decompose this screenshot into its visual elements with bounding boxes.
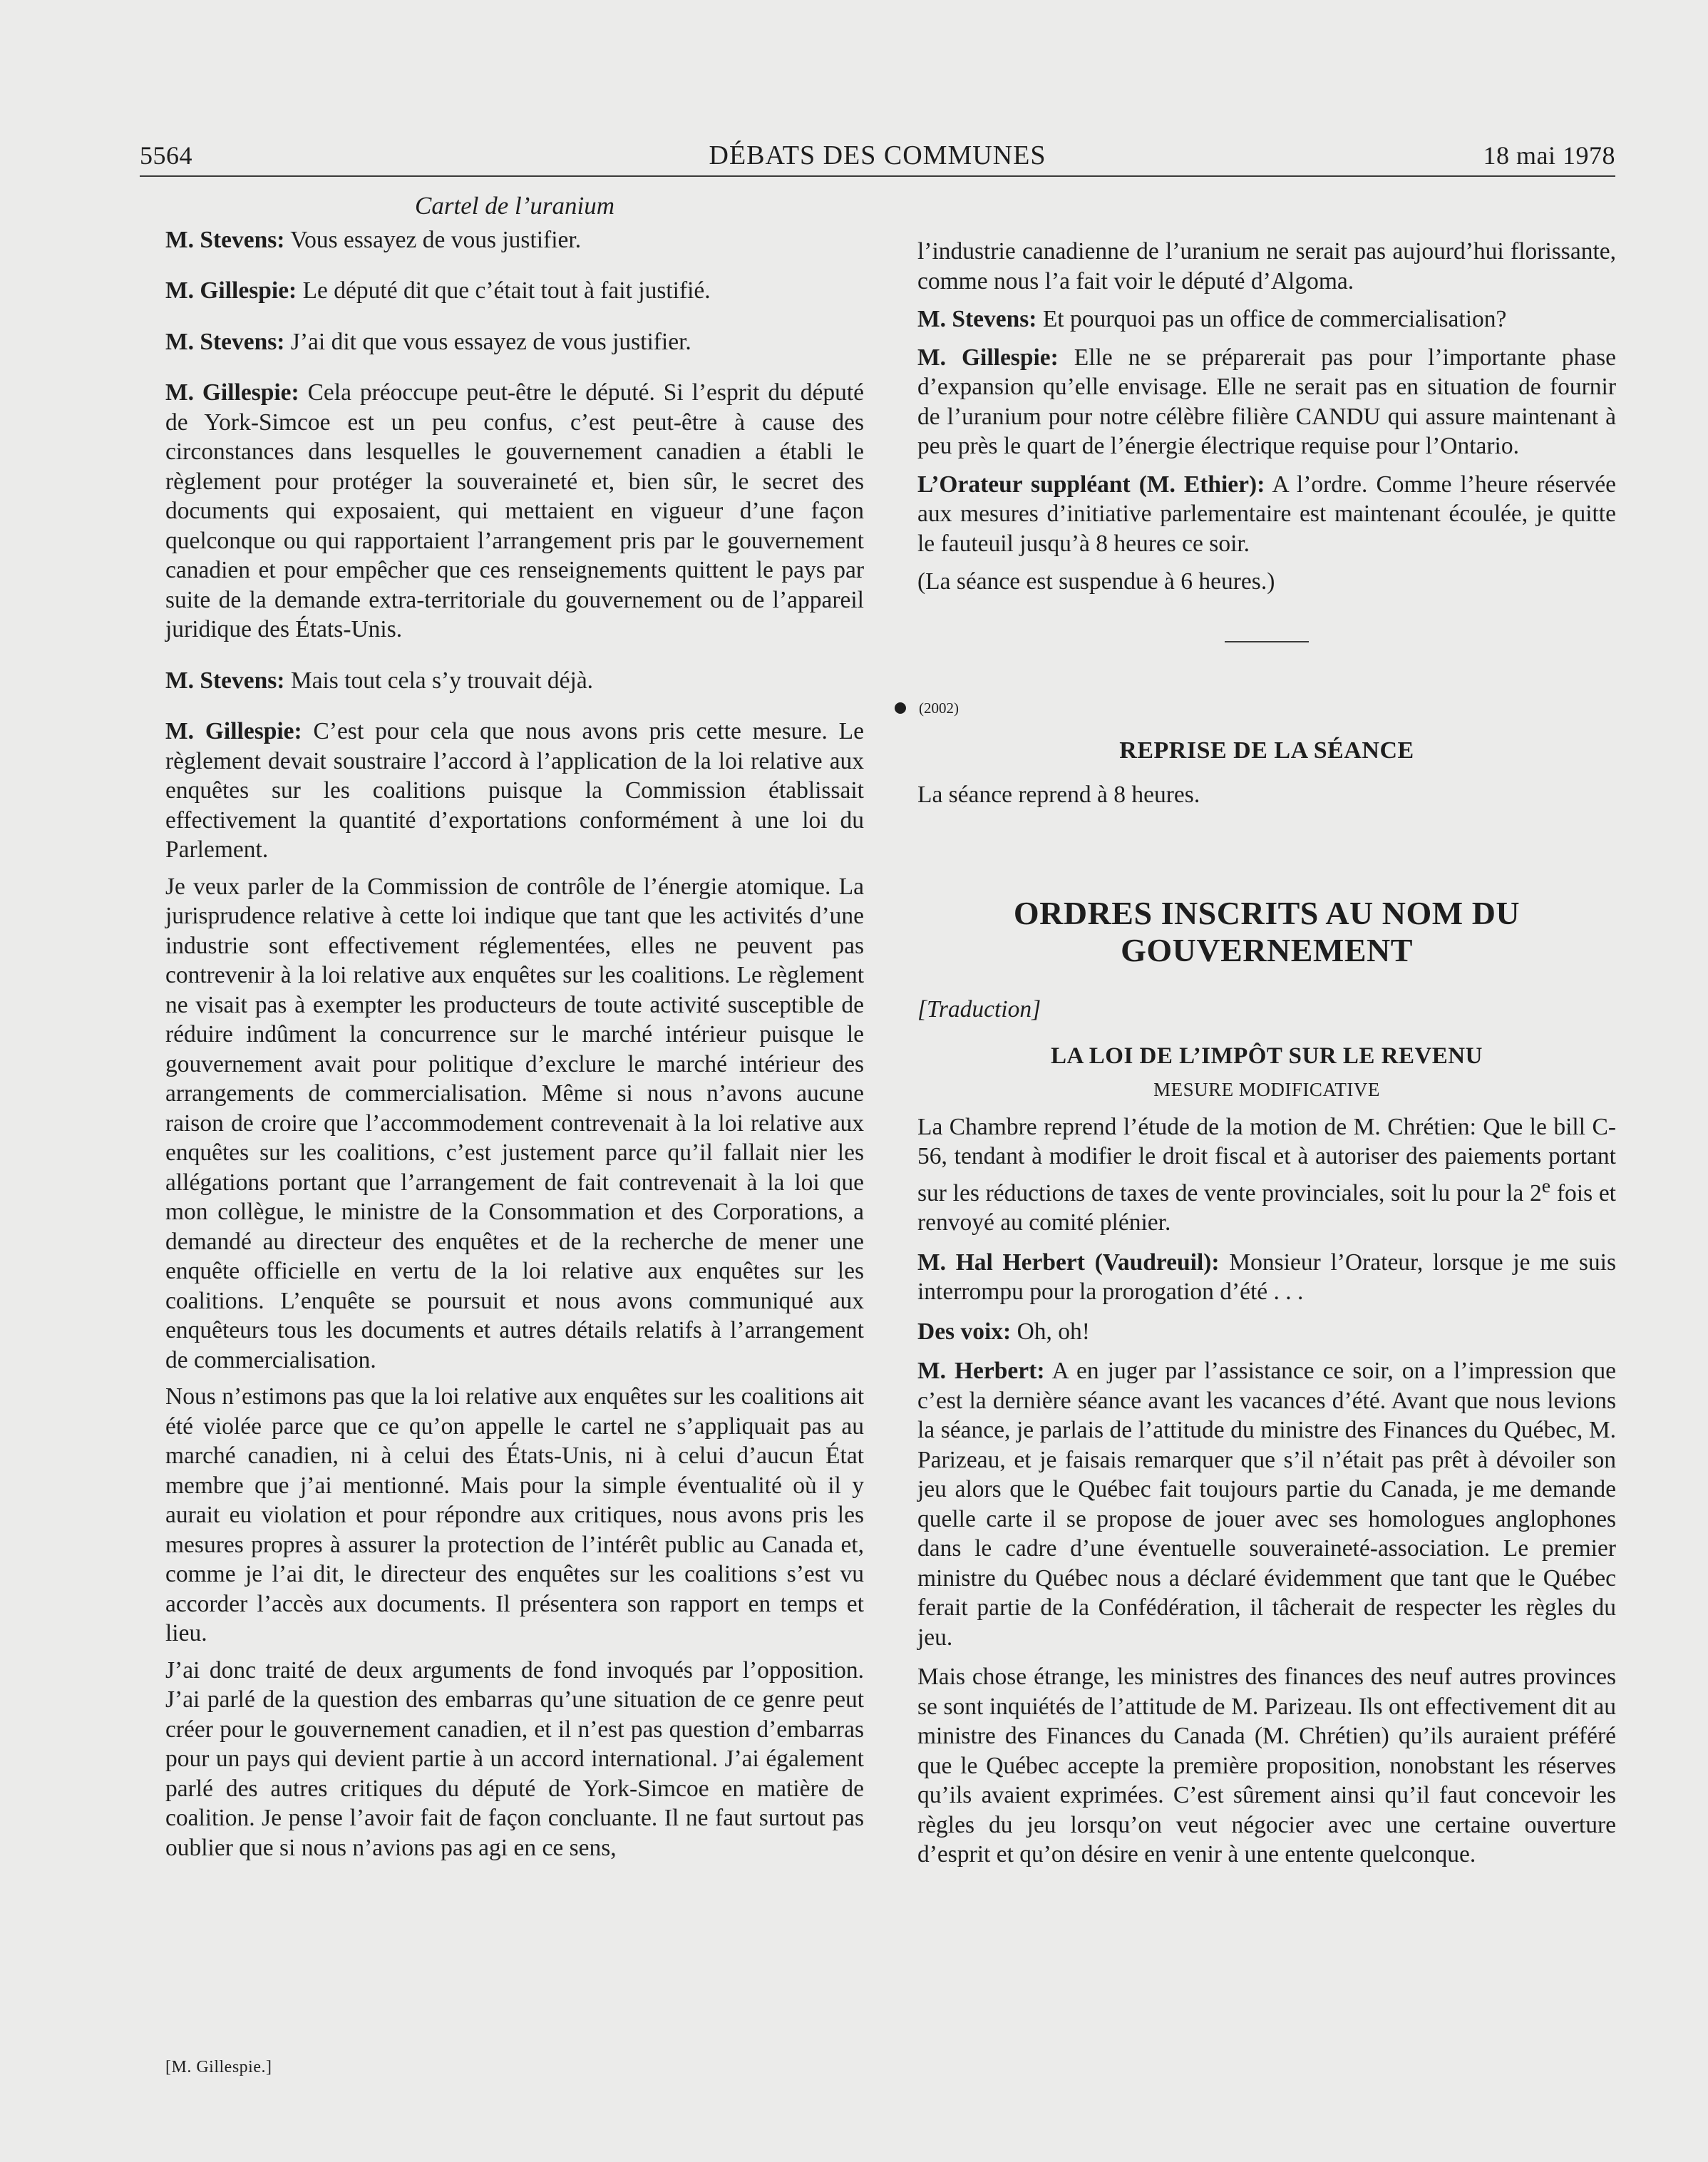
bill-heading: LA LOI DE L’IMPÔT SUR LE REVENU bbox=[1051, 1042, 1483, 1069]
right-column bbox=[917, 191, 1616, 1887]
section-heading-reprise: REPRISE DE LA SÉANCE bbox=[1119, 737, 1414, 764]
paragraph bbox=[917, 343, 1616, 461]
bullet-icon bbox=[895, 702, 906, 714]
paragraph-text: Vous essayez de vous justifier. bbox=[284, 226, 582, 253]
publication-date: 18 mai 1978 bbox=[1483, 141, 1615, 170]
left-column bbox=[165, 191, 864, 1880]
paragraph-text: J’ai dit que vous essayez de vous justifier. bbox=[284, 328, 691, 355]
paragraph bbox=[165, 276, 864, 306]
time-marker bbox=[895, 694, 1616, 724]
paragraph-text: Le député dit que c’était tout à fait justifié. bbox=[297, 277, 711, 304]
paragraph: Nous n’estimons pas que la loi relative aux enquêtes sur les coalitions ait été violée parce que ce qu’on appelle le cartel ne s’appliquait pas au marché canadien, ni à celui des États-Unis, ni à celui d’aucun État membre que j’ai mentionné. Mais pour la simple éventualité où il y aurait eu violation et pour répondre aux critiques, nous avons pris les mesures propres à assurer la protection de l’intérêt public au Canada et, comme je l’ai dit, le directeur des enquêtes sur les coalitions s’est vu accorder l’accès aux documents. Il présentera son rapport en temps et lieu. bbox=[165, 1383, 864, 1646]
paragraph-text: La Chambre reprend l’étude de la motion de M. Chrétien: Que le bill C-56, tendant à modifier le droit fiscal et à autoriser des paiements portant sur les réductions de taxes de vente provinciales, soit lu pour la 2 bbox=[917, 1113, 1616, 1206]
paragraph bbox=[165, 717, 864, 865]
paragraph bbox=[917, 1356, 1616, 1652]
paragraph: l’industrie canadienne de l’uranium ne serait pas aujourd’hui florissante, comme nous l’a fait voir le député d’Algoma. bbox=[917, 238, 1616, 294]
paragraph-text: Oh, oh! bbox=[1011, 1318, 1090, 1345]
paragraph: Mais chose étrange, les ministres des finances des neuf autres provinces se sont inquiétés de l’attitude de M. Parizeau. Ils ont effectivement dit au ministre des Finances du Canada (M. Chrétien) qu’ils auraient préféré que le Québec accepte la première proposition, nonobstant les réserves qu’ils avaient exprimées. C’est sûrement ainsi qu’il faut concevoir les règles du jeu lorsqu’on veut négocier avec une certaine ouverture d’esprit et qu’on désire en venir à une entente quelconque. bbox=[917, 1664, 1616, 1868]
speaker-name: Des voix: bbox=[917, 1318, 1012, 1345]
paragraph-text: Et pourquoi pas un office de commercialisation? bbox=[1036, 306, 1507, 332]
paragraph: La séance reprend à 8 heures. bbox=[917, 781, 1200, 808]
paragraph bbox=[917, 1112, 1616, 1238]
paragraph-text: A en juger par l’assistance ce soir, on a l’impression que c’est la dernière séance avant les vacances d’été. Avant que nous levions la séance, je parlais de l’attitude du ministre des Finances du Québec, M. Parizeau, et je faisais remarquer que s’il n’était pas prêt à dévoiler son jeu alors que le Québec fait toujours partie du Canada, je me demande quelle carte il se propose de jouer avec ses homologues anglophones dans le cadre d’une éventuelle souveraineté-association. Le premier ministre du Québec nous a déclaré évidemment que tant que le Québec ferait partie de la Confédération, il tâcherait de respecter les règles du jeu. bbox=[917, 1358, 1616, 1651]
speaker-name: M. Gillespie: bbox=[917, 344, 1059, 371]
paragraph: (La séance est suspendue à 6 heures.) bbox=[917, 568, 1275, 595]
speaker-name: M. Gillespie: bbox=[165, 379, 299, 406]
speaker-name: L’Orateur suppléant (M. Ethier): bbox=[917, 471, 1265, 498]
speaker-name: M. Gillespie: bbox=[165, 718, 302, 744]
speaker-name: M. Hal Herbert (Vaudreuil): bbox=[917, 1249, 1220, 1276]
paragraph bbox=[165, 225, 864, 255]
paragraph bbox=[917, 1317, 1616, 1347]
paragraph bbox=[165, 378, 864, 645]
publication-title: DÉBATS DES COMMUNES bbox=[709, 140, 1046, 170]
speaker-name: M. Gillespie: bbox=[165, 277, 297, 304]
paragraph-text: Cela préoccupe peut-être le député. Si l’esprit du député de York-Simcoe est un peu confus, c’est peut-être à cause des circonstances dans lesquelles le gouvernement canadien a établi le règlement pour protéger la souveraineté et, bien sûr, le secret des documents qui exposaient, qui mettaient en vigueur d’une façon quelconque ou qui rapportaient l’arrangement pris par le gouvernement canadien et pour empêcher que ces renseignements quittent le pays par suite de la demande extra-territoriale du gouvernement ou de l’appareil juridique des États-Unis. bbox=[165, 379, 865, 642]
page-header bbox=[140, 140, 1615, 175]
paragraph-text: A l’ordre. Comme l’heure réservée aux mesures d’initiative parlementaire est maintenant écoulée, je quitte le fauteuil jusqu’à 8 heures ce soir. bbox=[917, 471, 1616, 557]
paragraph bbox=[165, 666, 864, 696]
bill-subheading: MESURE MODIFICATIVE bbox=[1153, 1079, 1380, 1100]
footer-speaker-note: [M. Gillespie.] bbox=[165, 2058, 272, 2076]
speaker-name: M. Stevens: bbox=[917, 306, 1037, 332]
speaker-name: M. Stevens: bbox=[165, 667, 285, 694]
paragraph: J’ai donc traité de deux arguments de fond invoqués par l’opposition. J’ai parlé de la question des embarras qu’une situation de ce genre peut créer pour le gouvernement canadien, et il n’est pas question d’embarras pour un pays qui devient partie à un accord international. J’ai également parlé des autres critiques du député de York-Simcoe en matière de coalition. Je pense l’avoir fait de façon concluante. Il ne faut surtout pas oublier que si nous n’avions pas agi en ce sens, bbox=[165, 1656, 864, 1861]
speaker-name: M. Stevens: bbox=[165, 328, 285, 355]
paragraph bbox=[165, 327, 864, 357]
speaker-name: M. Herbert: bbox=[917, 1358, 1045, 1385]
margin-title: Cartel de l’uranium bbox=[415, 192, 614, 220]
time-marker-text: (2002) bbox=[919, 699, 959, 717]
paragraph bbox=[917, 470, 1616, 559]
paragraph-text: fois et renvoyé au comité plénier. bbox=[917, 1179, 1616, 1236]
page-number: 5564 bbox=[140, 141, 192, 170]
section-heading-ordres: ORDRES INSCRITS AU NOM DU GOUVERNEMENT bbox=[1013, 895, 1521, 968]
header-rule bbox=[140, 175, 1615, 177]
translation-note: [Traduction] bbox=[917, 996, 1041, 1023]
speaker-name: M. Stevens: bbox=[165, 226, 285, 253]
ordinal-suffix: e bbox=[1541, 1174, 1551, 1197]
paragraph-text: Elle ne se préparerait pas pour l’importante phase d’expansion qu’elle envisage. Elle ne serait pas en situation de fournir de l’uranium pour notre célèbre filière CANDU qui assure maintenant à peu près le quart de l’énergie électrique requise pour l’Ontario. bbox=[917, 344, 1616, 459]
paragraph bbox=[917, 1248, 1616, 1307]
paragraph: Je veux parler de la Commission de contrôle de l’énergie atomique. La jurisprudence relative à cette loi indique que tant que les activités d’une industrie sont effectivement réglementées, elles ne peuvent pas contrevenir à la loi relative aux enquêtes sur les coalitions. Le règlement ne visait pas à exempter les producteurs de toute activité susceptible de réduire indûment la concurrence sur le marché intérieur puisque le gouvernement avait pour politique d’exclure le marché intérieur des arrangements de commercialisation. Même si nous n’avons aucune raison de croire que l’accommodement contrevenait à la loi relative aux enquêtes sur les coalitions, c’est justement parce qu’il fallait nier les allégations portant que l’arrangement de fait contrevenait à la loi que mon collègue, le ministre de la Consommation et des Corporations, a demandé au directeur des enquêtes et de la recherche de mener une enquête officielle en vertu de la loi relative aux enquêtes sur les coalitions. L’enquête se poursuit et nous avons communiqué aux enquêteurs tous les documents et autres détails relatifs à l’arrangement de commercialisation. bbox=[165, 873, 864, 1373]
paragraph-text: C’est pour cela que nous avons pris cette mesure. Le règlement devait soustraire l’accord à l’application de la loi relative aux enquêtes sur les coalitions puisque la Commission établissait effectivement la quantité d’exportations conformément à une loi du Parlement. bbox=[165, 718, 865, 863]
paragraph bbox=[917, 304, 1616, 334]
paragraph-text: Monsieur l’Orateur, lorsque je me suis interrompu pour la prorogation d’été . . . bbox=[917, 1249, 1617, 1306]
section-separator bbox=[1225, 641, 1309, 642]
paragraph-text: Mais tout cela s’y trouvait déjà. bbox=[284, 667, 594, 694]
